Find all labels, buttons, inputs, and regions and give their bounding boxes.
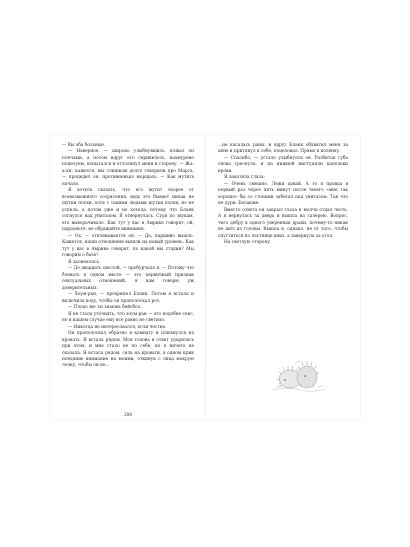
hedgehog-illustration bbox=[268, 350, 328, 395]
left-paragraph: — До двадцать шестой, — пробурчала я. — Потому что блевать в одном месте — это первичный признак сексуальных отношений, я вам говорю уж доверительных. bbox=[62, 266, 194, 291]
right-paragraph: — Очень смешно. Лежи давай. А то я правда в первый раз через пять минут после твоего «мне так хорошо» бы со стонами забегал над унитазом. Так что не дури. Белакже. bbox=[218, 181, 348, 207]
left-paragraph: — Ох, — отплевывается он. — Да, паршиво вышло. Кажется, наши отношения вышли на новый уровень. Как тут у вас в Амрике говорят, по какой мы стадии? Мы говорим о базе? bbox=[62, 233, 194, 259]
left-paragraph: Я не стала уточнять, что хоум-ран — это подобие секс, но в нашем случае ему все равно не светило. bbox=[62, 311, 194, 324]
right-paragraph: ...не касалась раны, и вдруг Бланк обхватил меня за шею и притянул к себе, поцеловал. Прямо в коленку. bbox=[218, 143, 348, 155]
left-paragraph: — Наверное, — широко улыбнувшись, пожал он плечами, а потом вдруг его скривилось, нахмурено поцелуем, попытался и оттолкнул меня в сторону. — Жа-а-ан, кажется, мы слишком долго говорили про Марса, — процедил он, противненько морщась. — Как мутить начало. bbox=[62, 149, 194, 187]
left-paragraph: Я хотела сказать, что его мутит скорее от всевозможного сотрясения, ведь это бывает никак не шутки плохи, хотя с такими людьми шутки плохи, но не успела, а потом уже и не хотела, потому что Бланк согнулся над унитазом. Я отвернулась. Судя по звукам, его выворачивало. Как тут у вас в Амрике говорят, ой, пардоньте, не обращайте внимания. bbox=[62, 188, 194, 233]
left-paragraph: — Плохо же ты знаешь бейсбол. bbox=[68, 305, 142, 311]
right-paragraph: На светлую сторону. bbox=[224, 240, 272, 246]
right-paragraph: — Спасибо, — устало улыбнулся он. Разбитая губа снова треснула, и на нижней выступили капельки крови. bbox=[218, 155, 348, 174]
left-paragraph: Я засмеялась. bbox=[68, 259, 101, 265]
left-page bbox=[62, 143, 194, 370]
right-page bbox=[218, 143, 348, 247]
right-paragraph: Вместо ответа он закрыл глаза и молча отдал честь. А я вернулась за дверь и вышла на галерею. Вопрос, чего добру в одного уверенная драки, почему-то никак не шёл из головы. Вышла я, однако, не от того, чтобы спуститься по лестнице вниз, а завернула за угол. bbox=[218, 207, 348, 239]
page-number: 206 bbox=[124, 412, 132, 417]
left-paragraph: — Хоум-ран, — прохрипел Бланк. Потом я встала и включила воду, чтобы он прополоскал рот. bbox=[62, 292, 194, 304]
book-gutter bbox=[205, 135, 206, 420]
left-paragraph: Он прополоскал обратно в комнату и плюхнулся на кровать. Я встала рядом. Моя голова в ответ ударилась при этом, и мне стало не по себе, но я ничего не сказала. Я встала рядом, села на кровати, в одном крик поедание внимание на моими, откинув с лица мокрую челку, чтобы он не... bbox=[62, 331, 194, 369]
left-paragraph: — Никогда не интересовался, если честно. bbox=[68, 324, 167, 330]
right-paragraph: Я закатила глаза: bbox=[224, 175, 265, 181]
left-paragraph: — Вы оба больные. bbox=[62, 143, 106, 148]
